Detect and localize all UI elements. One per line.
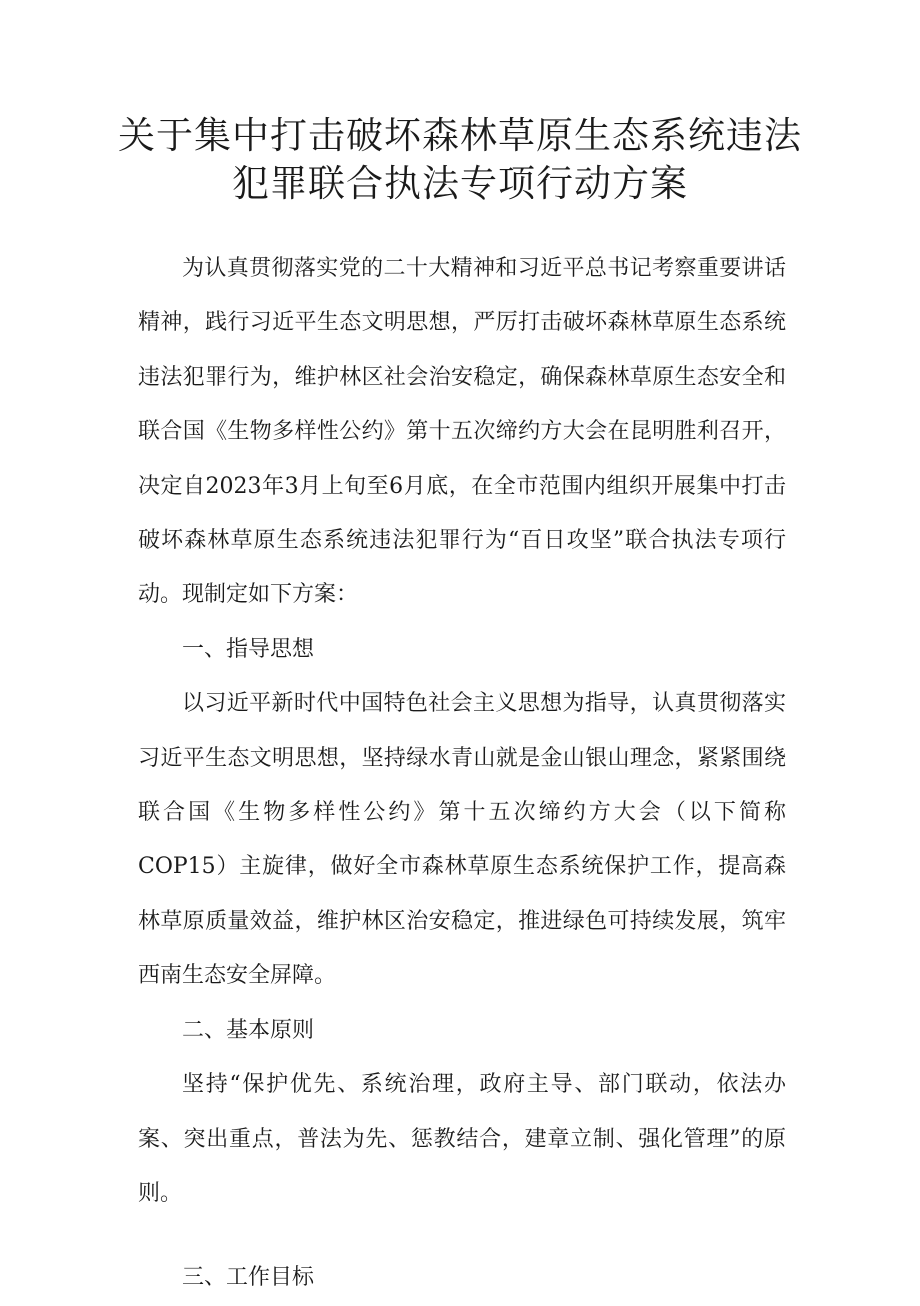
section-spacer — [138, 1221, 786, 1251]
basic-principles-paragraph: 坚持“保护优先、系统治理，政府主导、部门联动，依法办案、突出重点，普法为先、惩教结合，建章立制、强化管理”的原则。 — [138, 1072, 786, 1206]
section-heading-guiding-ideology: 一、指导思想 — [182, 636, 315, 662]
guiding-ideology-paragraph: 以习近平新时代中国特色社会主义思想为指导，认真贯彻落实习近平生态文明思想，坚持绿水青山就是金山银山理念，紧紧围绕联合国《生物多样性公约》第十五次缔约方大会（以下简称COP15）主旋律，做好全市森林草原生态系统保护工作，提高森林草原质量效益，维护林区治安稳定，推进绿色可持续发展，筑牢西南生态安全屏障。 — [138, 691, 786, 989]
section-heading-work-goals: 三、工作目标 — [182, 1265, 315, 1291]
intro-paragraph: 为认真贯彻落实党的二十大精神和习近平总书记考察重要讲话精神，践行习近平生态文明思想，严厉打击破坏森林草原生态系统违法犯罪行为，维护林区社会治安稳定，确保森林草原生态安全和联合国《生物多样性公约》第十五次缔约方大会在昆明胜利召开，决定自2023年3月上旬至6月底，在全市范围内组织开展集中打击破坏森林草原生态系统违法犯罪行为“百日攻坚”联合执法专项行动。现制定如下方案： — [138, 256, 786, 608]
section-heading-basic-principles: 二、基本原则 — [182, 1017, 315, 1043]
document-body — [138, 242, 786, 1306]
document-title-line-2: 犯罪联合执法专项行动方案 — [232, 162, 688, 205]
document-title-line-1: 关于集中打击破坏森林草原生态系统违法 — [118, 114, 802, 157]
